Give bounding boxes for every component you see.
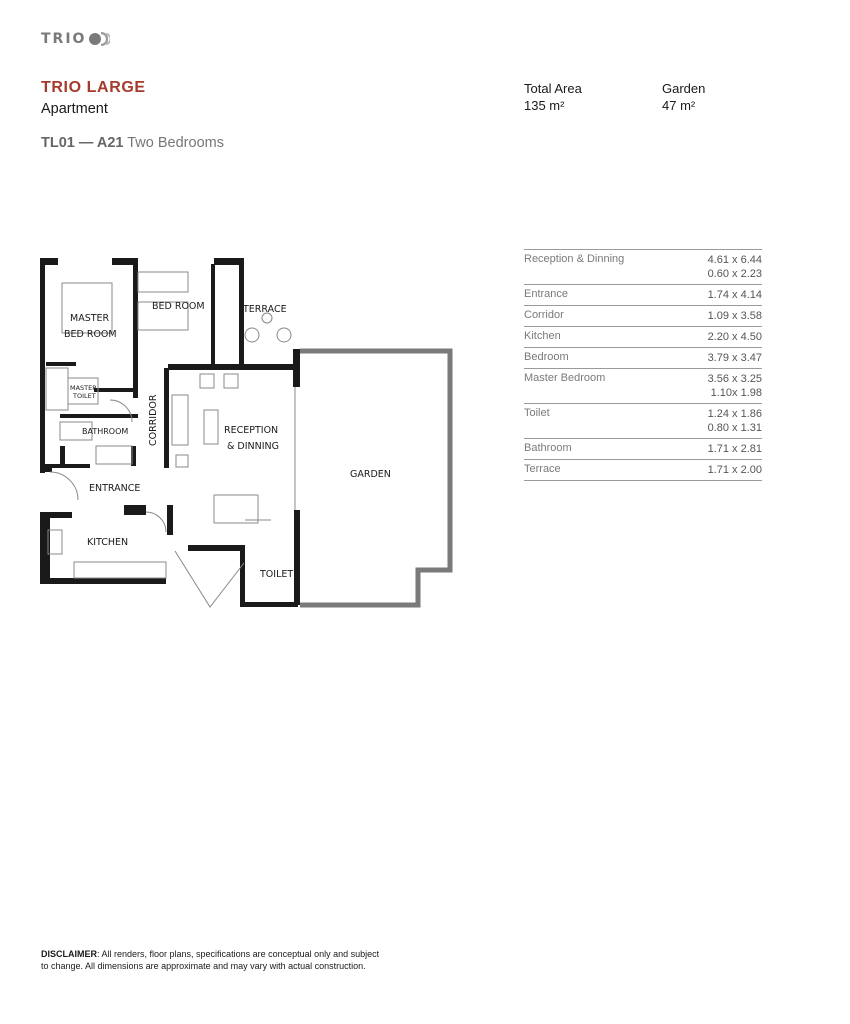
- logo-mark-icon: [88, 32, 110, 46]
- area-dim: 3.56 x 3.25: [707, 373, 762, 385]
- area-row: [524, 348, 762, 369]
- area-dim: 0.60 x 2.23: [707, 268, 762, 280]
- stat-total-area: [524, 80, 582, 114]
- area-dim: 1.10x 1.98: [710, 387, 762, 399]
- area-dim: 1.71 x 2.00: [707, 464, 762, 476]
- area-name: Terrace: [524, 463, 561, 475]
- area-dims: [708, 330, 762, 344]
- label-corridor: CORRIDOR: [148, 394, 159, 446]
- area-row: [524, 327, 762, 348]
- brand-name: TRIO: [41, 31, 87, 47]
- area-name: Toilet: [524, 407, 550, 419]
- area-table: [524, 249, 762, 481]
- stat-label: Garden: [662, 81, 706, 96]
- label-dinning: & DINNING: [227, 441, 280, 452]
- area-dims: [708, 442, 762, 456]
- area-dims: [708, 372, 762, 400]
- area-name: Bedroom: [524, 351, 569, 363]
- floor-plan: [38, 250, 458, 612]
- page-title: TRIO LARGE: [41, 79, 146, 96]
- stat-value: 47 m²: [662, 98, 696, 113]
- stat-value: 135 m²: [524, 98, 565, 113]
- area-dims: [708, 288, 762, 302]
- area-name: Kitchen: [524, 330, 561, 342]
- area-row: [524, 404, 762, 439]
- area-name: Master Bedroom: [524, 372, 606, 384]
- label-entrance: ENTRANCE: [89, 483, 141, 494]
- area-name: Bathroom: [524, 442, 572, 454]
- area-dim: 1.24 x 1.86: [707, 408, 762, 420]
- area-name: Reception & Dinning: [524, 253, 625, 265]
- area-row: [524, 369, 762, 404]
- label-master-bedroom: BED ROOM: [64, 329, 117, 340]
- stat-garden: [662, 80, 705, 114]
- area-dim: 1.09 x 3.58: [707, 310, 762, 322]
- area-name: Corridor: [524, 309, 564, 321]
- area-row: [524, 250, 762, 285]
- label-master: MASTER: [70, 313, 110, 324]
- label-toilet: TOILET: [260, 569, 294, 580]
- label-master-toilet-2: TOILET: [73, 392, 96, 400]
- area-dims: [708, 463, 762, 477]
- area-dim: 1.71 x 2.81: [707, 443, 762, 455]
- area-dim: 0.80 x 1.31: [707, 422, 762, 434]
- area-row: [524, 285, 762, 306]
- label-kitchen: KITCHEN: [87, 537, 129, 548]
- disclaimer-label: DISCLAIMER: [41, 949, 97, 959]
- area-row: [524, 460, 762, 481]
- unit-line: [41, 135, 224, 151]
- area-dim: 4.61 x 6.44: [707, 254, 762, 266]
- area-dims: [708, 351, 762, 365]
- unit-code: TL01 — A21: [41, 135, 124, 151]
- area-row: [524, 306, 762, 327]
- area-dim: 3.79 x 3.47: [707, 352, 762, 364]
- stat-label: Total Area: [524, 81, 582, 96]
- area-dims: [708, 407, 762, 435]
- disclaimer-text: : All renders, floor plans, specifications are conceptual only and subject to change. All dimensions are approximate and may vary with actual construction.: [41, 949, 380, 971]
- area-dim: 1.74 x 4.14: [707, 289, 762, 301]
- label-bathroom: BATHROOM: [82, 427, 129, 436]
- unit-type: Two Bedrooms: [127, 135, 224, 151]
- area-row: [524, 439, 762, 460]
- brand-logo: [41, 31, 110, 47]
- label-garden: GARDEN: [350, 469, 391, 480]
- area-dim: 2.20 x 4.50: [707, 331, 762, 343]
- label-terrace: TERRACE: [243, 304, 287, 315]
- area-dims: [708, 253, 762, 281]
- area-dims: [708, 309, 762, 323]
- page-subtitle: Apartment: [41, 101, 108, 117]
- disclaimer: [41, 949, 386, 972]
- label-master-toilet-1: MASTER: [70, 384, 97, 392]
- area-name: Entrance: [524, 288, 569, 300]
- label-reception: RECEPTION: [224, 425, 279, 436]
- label-bedroom: BED ROOM: [152, 301, 205, 312]
